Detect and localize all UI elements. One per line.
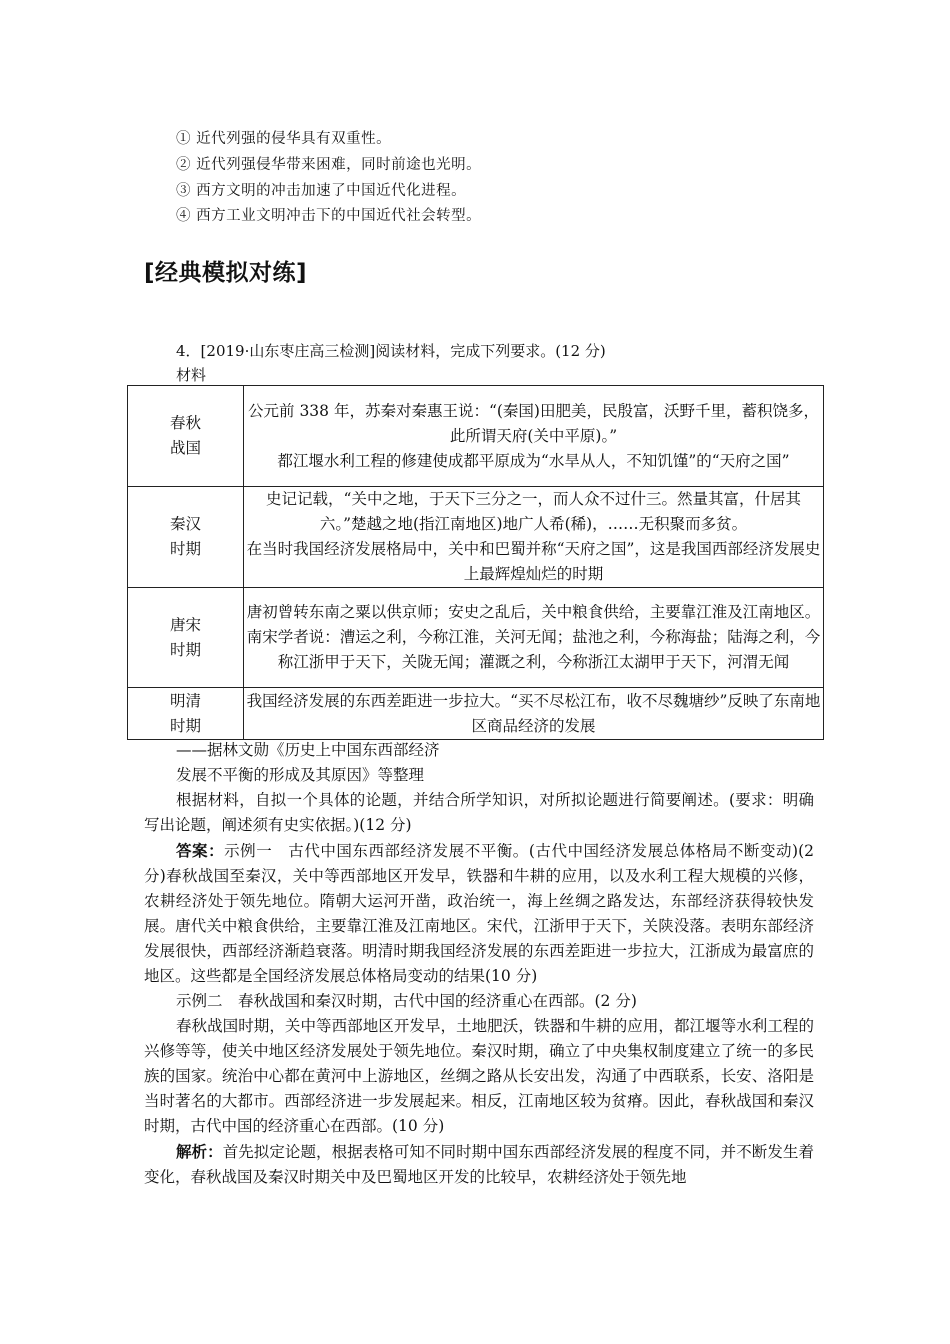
point-4: ④ 西方工业文明冲击下的中国近代社会转型。 [176,208,482,224]
task-text: 根据材料，自拟一个具体的论题，并结合所学知识，对所拟论题进行简要阐述。(要求：明确写出论题，阐述须有史实依据。)(12 分) [144,791,814,834]
answer-example-1-text: 示例一 古代中国东西部经济发展不平衡。(古代中国经济发展总体格局不断变动)(2 分)春秋战国至秦汉，关中等西部地区开发早，铁器和牛耕的应用，以及水利工程大规模的兴修，农耕经济处于领先地位。隋朝大运河开凿，政治统一，海上丝绸之路发达，东部经济获得较快发展。唐代关中粮食供给，主要靠江淮及江南地区。宋代，江浙甲于天下，关陕没落。表明东部经济发展很快，西部经济渐趋衰落。明清时期我国经济发展的东西差距进一步拉大，江浙成为最富庶的地区。这些都是全国经济发展总体格局变动的结果(10 分) [144,842,814,985]
material-label: 材料 [176,366,207,384]
analysis-label: 解析： [176,1142,223,1161]
period-line: 时期 [169,716,201,735]
point-2: ② 近代列强侵华带来困难，同时前途也光明。 [176,157,482,173]
answer-example-1 [144,838,814,989]
analysis [144,1139,814,1190]
question-stem: 4．[2019·山东枣庄高三检测]阅读材料，完成下列要求。(12 分) [176,342,606,360]
period-cell [128,487,244,588]
content-paragraph: 都江堰水利工程的修建使成都平原成为“水旱从人，不知饥馑”的“天府之国” [277,451,790,470]
period-line: 时期 [169,540,201,558]
table-row [128,386,824,487]
content-cell [244,487,824,588]
section-heading: [经典模拟对练] [144,260,308,286]
content-paragraph: 史记记载，“关中之地，于天下三分之一，而人众不过什三。然量其富，什居其六。”楚越之地(指江南地区)地广人希(稀)，……无积聚而多贫。 [266,490,801,533]
point-1: ① 近代列强的侵华具有双重性。 [176,131,392,147]
content-cell [244,688,824,740]
content-paragraph: 公元前 338 年，苏秦对秦惠王说：“(秦国)田肥美，民殷富，沃野千里，蓄积饶多，此所谓天府(关中平原)。” [248,401,819,445]
content-paragraph: 我国经济发展的东西差距进一步拉大。“买不尽松江布，收不尽魏塘纱”反映了东南地区商品经济的发展 [246,691,821,735]
period-cell [128,386,244,487]
period-cell [128,588,244,688]
period-line: 秦汉 [169,515,201,533]
analysis-text: 首先拟定论题，根据表格可知不同时期中国东西部经济发展的程度不同，并不断发生着变化，春秋战国及秦汉时期关中及巴蜀地区开发的比较早，农耕经济处于领先地 [144,1143,814,1186]
period-line: 战国 [169,439,201,457]
content-paragraph: 唐初曾转东南之粟以供京师；安史之乱后，关中粮食供给，主要靠江淮及江南地区。南宋学者说：漕运之利，今称江淮，关河无闻；盐池之利，今称海盐；陆海之利，今称江浙甲于天下，关陇无闻；灌溉之利，今称浙江太湖甲于天下，河渭无闻 [246,603,821,671]
period-line: 唐宋 [169,615,201,634]
content-cell [244,386,824,487]
table-row [128,487,824,588]
answer-example-2-title: 示例二 春秋战国和秦汉时期，古代中国的经济重心在西部。(2 分) [176,992,637,1010]
content-paragraph: 在当时我国经济发展格局中，关中和巴蜀并称“天府之国”，这是我国西部经济发展史上最辉煌灿烂的时期 [246,540,821,583]
table-row [128,688,824,740]
point-3: ③ 西方文明的冲击加速了中国近代化进程。 [176,183,467,199]
period-line: 春秋 [169,414,201,432]
content-cell [244,588,824,688]
source-line: ——据林文勋《历史上中国东西部经济 [176,741,440,759]
answer-label: 答案： [176,841,225,860]
period-line: 时期 [169,640,201,659]
source-line: 发展不平衡的形成及其原因》等整理 [176,766,425,784]
material-table [127,385,824,740]
table-row [128,588,824,688]
answer-section [144,738,814,1190]
period-line: 明清 [169,691,201,710]
period-cell [128,688,244,740]
answer-example-2-body: 春秋战国时期，关中等西部地区开发早，土地肥沃，铁器和牛耕的应用，都江堰等水利工程的兴修等等，使关中地区经济发展处于领先地位。秦汉时期，确立了中央集权制度建立了统一的多民族的国家。统治中心都在黄河中上游地区，丝绸之路从长安出发，沟通了中西联系，长安、洛阳是当时著名的大都市。西部经济进一步发展起来。相反，江南地区较为贫瘠。因此，春秋战国和秦汉时期，古代中国的经济重心在西部。(10 分) [144,1017,814,1135]
